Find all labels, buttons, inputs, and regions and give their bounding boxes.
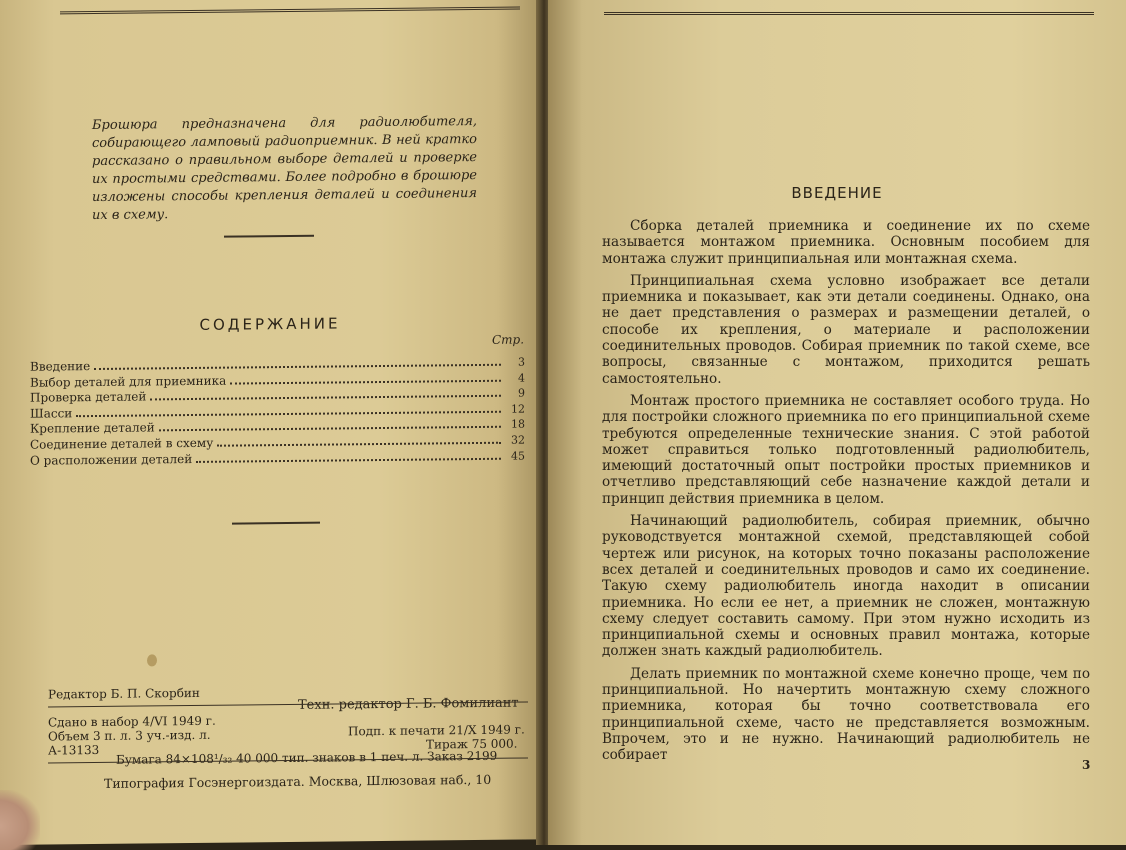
page-number: 3 [1082,758,1091,772]
paragraph: Начинающий радиолюбитель, собирая приемник, обычно руководствуется монтажной схемой, представляющей собой чертеж или рисунок, на которых точно показаны расположение всех деталей и соединительных проводов и само их соединение. Такую схему радиолюбитель иногда находит в описании приемника. Но если ее нет, а приемник не сложен, монтажную схему следует составить самому. При этом нужно исходить из принципиальной схемы и основных правил монтажа, которые должен знать каждый радиолюбитель. [602,513,1090,660]
toc-entry-page: 12 [511,402,525,416]
imprint-signed: Подп. к печати 21/X 1949 г. [348,722,525,739]
toc-leader [76,411,501,417]
toc-entry-page: 45 [511,449,525,463]
toc-entry-page: 18 [511,417,525,432]
toc-entry-page: 32 [511,433,525,447]
thumb [0,790,40,850]
toc-leader [196,457,501,462]
toc-entry-page: 9 [518,386,525,400]
toc-page-label: Стр. [492,332,525,347]
chapter-heading: ВВЕДЕНИЕ [791,184,883,202]
imprint-printer: Типография Госэнергоиздата. Москва, Шлюзовая наб., 10 [104,771,492,791]
imprint-paper: Бумага 84×108¹/₃₂ 40 000 тип. знаков в 1 печ. л. Заказ 2199 [116,748,498,767]
separator-dash [232,522,320,525]
toc-title: СОДЕРЖАНИЕ [199,314,341,334]
paragraph: Принципиальная схема условно изображает все детали приемника и показывает, как эти детали соединены. Однако, она не дает представления о размерах и размещении деталей, о способе их крепления, о материале и расположении соединительных проводов. Собирая приемник по такой схеме, все вопросы, связанные с монтажом, приходится решать самостоятельно. [602,272,1090,387]
toc-leader [217,442,501,447]
imprint-print-run: Тираж 75 000. [426,736,518,752]
paragraph: Сборка деталей приемника и соединение их по схеме называется монтажом приемника. Основным пособием для монтажа служит принципиальная или монтажная схема. [602,218,1090,267]
left-page [0,0,540,845]
imprint-editor: Редактор Б. П. Скорбин [48,685,200,702]
annotation-text: Брошюра предназначена для радиолюбителя, собирающего ламповый радиоприемник. В ней кратко рассказано о правильном выборе деталей и проверке их простыми средствами. Более подробно в брошюре изложены способы крепления деталей и соединения их в схему. [92,114,477,224]
toc-entry-label: Выбор деталей для приемника [30,373,227,390]
toc-leader [150,395,501,401]
body-text [602,218,1090,770]
toc-entry-label: Крепление деталей [30,420,155,437]
toc-entry-label: О расположении деталей [30,451,193,468]
imprint-volume: Объем 3 п. л. 3 уч.-изд. л. [48,727,211,744]
toc-leader [94,364,501,370]
table-of-contents [30,355,525,469]
toc-leader [159,426,501,432]
imprint-submitted: Сдано в набор 4/VI 1949 г. [48,713,216,730]
imprint-block [48,682,533,791]
toc-entry-label: Проверка деталей [30,389,147,405]
imprint-code: А-13133 [48,742,100,758]
toc-entry-label: Соединение деталей в схему [30,435,214,452]
top-rule [604,12,1094,15]
toc-leader [230,379,501,384]
toc-entry-page: 4 [518,371,525,385]
imprint-tech-editor: Техн. редактор Г. Б. Фомилиант [298,695,519,713]
paragraph: Монтаж простого приемника не составляет особого труда. Но для постройки сложного приемника по его принципиальной схеме требуются определенные технические знания. С этой работой может справиться только подготовленный радиолюбитель, имеющий достаточный опыт постройки простых приемников и отчетливо представляющий себе назначение каждой детали и принцип действия приемника в целом. [602,392,1090,507]
right-page [548,0,1126,845]
paragraph: Делать приемник по монтажной схеме конечно проще, чем по принципиальной. Но начертить монтажную схему сложного приемника, которая бы точно соответствовала его принципиальной схеме, часто не представляется возможным. Впрочем, это и не нужно. Начинающий радиолюбитель не собирает [602,665,1090,764]
paper-stain [147,654,157,666]
toc-entry-label: Шасси [30,406,73,421]
top-rule [60,7,520,15]
toc-entry-label: Введение [30,359,91,374]
toc-entry-page: 3 [518,355,525,369]
separator-dash [224,235,314,238]
